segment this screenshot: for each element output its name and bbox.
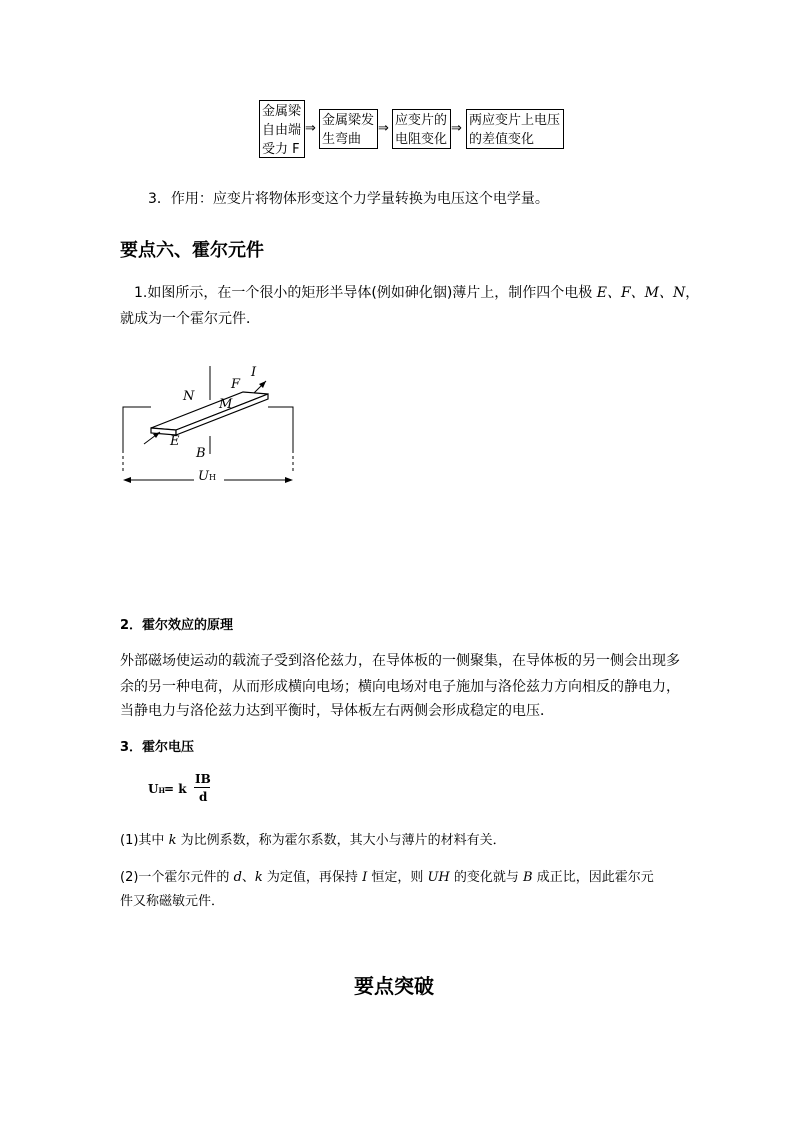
note2-text-c: 恒定，则 [367, 870, 428, 885]
flow-box-bend: 金属梁发 生弯曲 [319, 109, 378, 149]
label-UH [198, 469, 216, 484]
label-U-sub: H [208, 473, 216, 482]
hall-principle-line-3: 当静电力与洛伦兹力达到平衡时，导体板左右两侧会形成稳定的电压． [120, 703, 554, 719]
note2-text-f: 成正比，因此霍尔元 [532, 870, 654, 885]
note2-text-b: 为定值，再保持 [262, 870, 363, 885]
right-lead [268, 407, 293, 450]
flow-box-resistance: 应变片的 电阻变化 [392, 109, 451, 149]
flow-arrow-1: ⇒ [305, 121, 316, 136]
hall-electrodes: E、F、M、N [596, 285, 686, 301]
note2-text-e: 的变化就与 [449, 870, 524, 885]
section-title-hall-element: 要点六、霍尔元件 [120, 240, 264, 261]
note-hall-coefficient [120, 828, 506, 854]
formula-eq: = k [164, 782, 187, 796]
hall-intro-line2: 就成为一个霍尔元件． [120, 311, 260, 327]
flow-box-force: 金属梁 自由端 受力 F [259, 100, 305, 158]
formula-lhs: U [148, 782, 159, 796]
label-U: U [198, 469, 209, 484]
note2-B: B [523, 870, 533, 885]
label-I: I [251, 365, 257, 380]
formula-numerator: IB [195, 772, 211, 786]
note2-sep: 、 [241, 870, 255, 885]
formula-fraction-bar [194, 787, 210, 788]
item-function: 3．作用：应变片将物体形变这个力学量转换为电压这个电学量。 [148, 191, 549, 207]
hall-intro-paragraph [134, 280, 700, 306]
hall-voltage-formula [148, 772, 228, 808]
flow-arrow-2: ⇒ [378, 121, 389, 136]
formula-lhs-sub: H [158, 786, 166, 795]
hall-intro-text-a: 1.如图所示，在一个很小的矩形半导体(例如砷化铟)薄片上，制作四个电极 [134, 285, 597, 301]
hall-principle-line-2: 余的另一种电荷，从而形成横向电场；横向电场对电子施加与洛伦兹力方向相反的静电力， [120, 679, 680, 695]
left-lead [123, 407, 151, 450]
hall-intro-text-b: ， [685, 285, 700, 301]
flow-arrow-3: ⇒ [451, 121, 462, 136]
key-points-title: 要点突破 [354, 974, 434, 998]
note1-text-b: 为比例系数，称为霍尔系数，其大小与薄片的材料有关． [176, 833, 506, 848]
label-M: M [219, 397, 233, 412]
label-F: F [231, 377, 241, 392]
note2-text-a: (2)一个霍尔元件的 [120, 870, 234, 885]
note2-d: d [233, 870, 242, 885]
voltage-arrowhead-right [285, 477, 293, 483]
flow-box-voltage-diff: 两应变片上电压 的差值变化 [466, 109, 564, 149]
note1-text-a: (1)其中 [120, 833, 169, 848]
label-E: E [170, 434, 180, 449]
voltage-arrowhead-left [123, 477, 131, 483]
section-hall-voltage-title: 3．霍尔电压 [120, 740, 195, 755]
label-N: N [183, 389, 195, 404]
hall-principle-line-1: 外部磁场使运动的载流子受到洛伦兹力，在导体板的一侧聚集，在导体板的另一侧会出现多 [120, 653, 680, 669]
label-B: B [196, 446, 206, 461]
note-magnetic-sensor-line2: 件又称磁敏元件． [120, 894, 225, 909]
note1-k: k [168, 833, 177, 848]
note-magnetic-sensor [120, 865, 654, 891]
section-hall-principle-title: 2．霍尔效应的原理 [120, 618, 234, 633]
note2-k: k [254, 870, 263, 885]
note2-I: I [362, 870, 368, 885]
note2-UH: UH [427, 870, 450, 885]
formula-denominator: d [199, 790, 208, 804]
